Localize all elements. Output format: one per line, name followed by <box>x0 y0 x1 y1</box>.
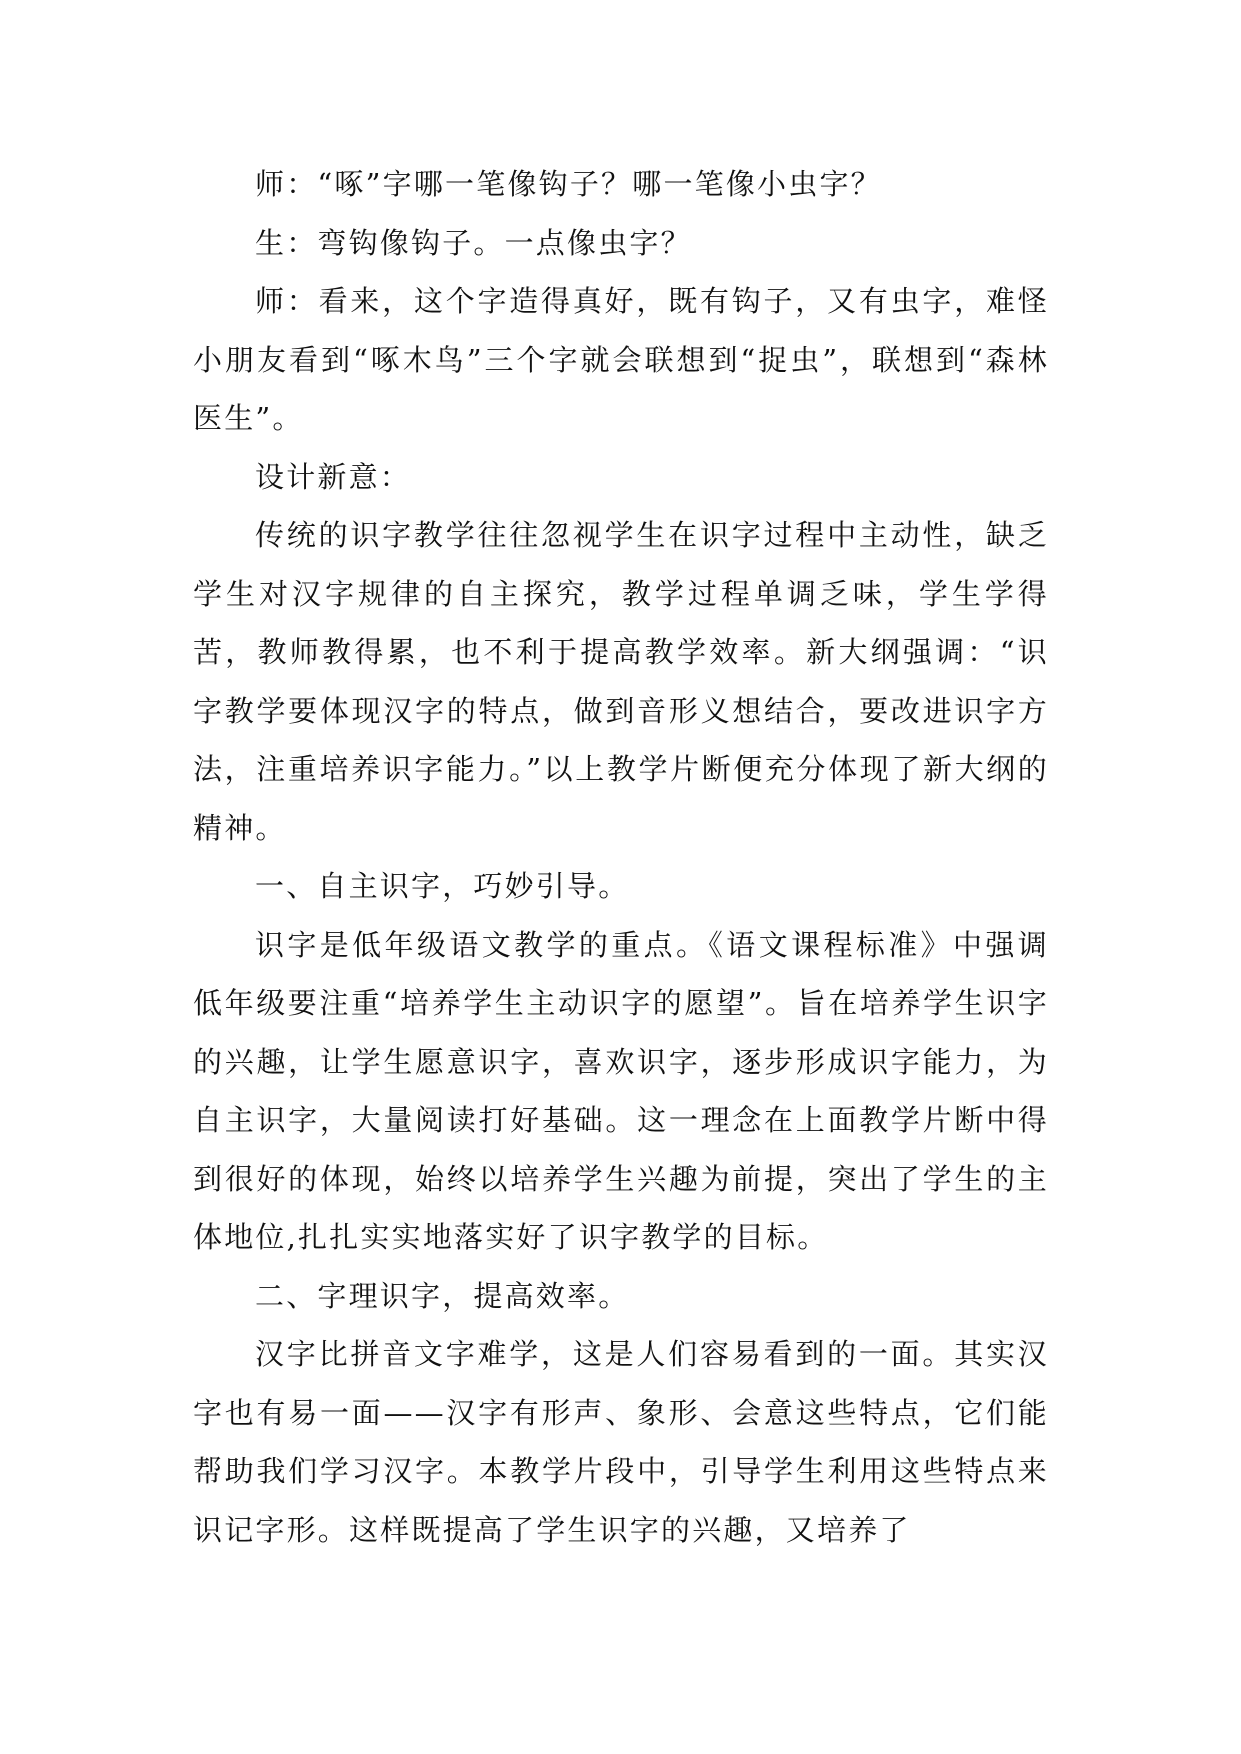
section-heading-1: 一、自主识字，巧妙引导。 <box>255 869 630 903</box>
dialogue-teacher-comment: 师：看来，这个字造得真好，既有钩子，又有虫字，难怪小朋友看到“啄木鸟”三个字就会联想到“捉虫”，联想到“森林医生”。 <box>193 284 1049 435</box>
section-heading-2: 二、字理识字，提高效率。 <box>255 1278 630 1313</box>
paragraph-section-2: 汉字比拼音文字难学，这是人们容易看到的一面。其实汉字也有易一面——汉字有形声、象形、会意这些特点，它们能帮助我们学习汉字。本教学片段中，引导学生利用这些特点来识记字形。这样既提高了学生识字的兴趣，又培养了 <box>193 1337 1049 1547</box>
paragraph-traditional-teaching: 传统的识字教学往往忽视学生在识字过程中主动性，缺乏学生对汉字规律的自主探究，教学过程单调乏味，学生学得苦，教师教得累，也不利于提高教学效率。新大纲强调：“识字教学要体现汉字的特点，做到音形义想结合，要改进识字方法，注重培养识字能力。”以上教学片断便充分体现了新大纲的精神。 <box>193 518 1049 845</box>
section-heading-design: 设计新意： <box>255 459 412 494</box>
paragraph-section-1: 识字是低年级语文教学的重点。《语文课程标准》中强调低年级要注重“培养学生主动识字的愿望”。旨在培养学生识字的兴趣，让学生愿意识字，喜欢识字，逐步形成识字能力，为自主识字，大量阅读打好基础。这一理念在上面教学片断中得到很好的体现，始终以培养学生兴趣为前提，突出了学生的主体地位,扎扎实实地落实好了识字教学的目标。 <box>193 927 1049 1254</box>
document-body <box>193 155 1049 1559</box>
dialogue-student-answer: 生：弯钩像钩子。一点像虫字？ <box>255 225 692 260</box>
dialogue-teacher-question: 师：“啄”字哪一笔像钩子？哪一笔像小虫字？ <box>255 167 882 201</box>
